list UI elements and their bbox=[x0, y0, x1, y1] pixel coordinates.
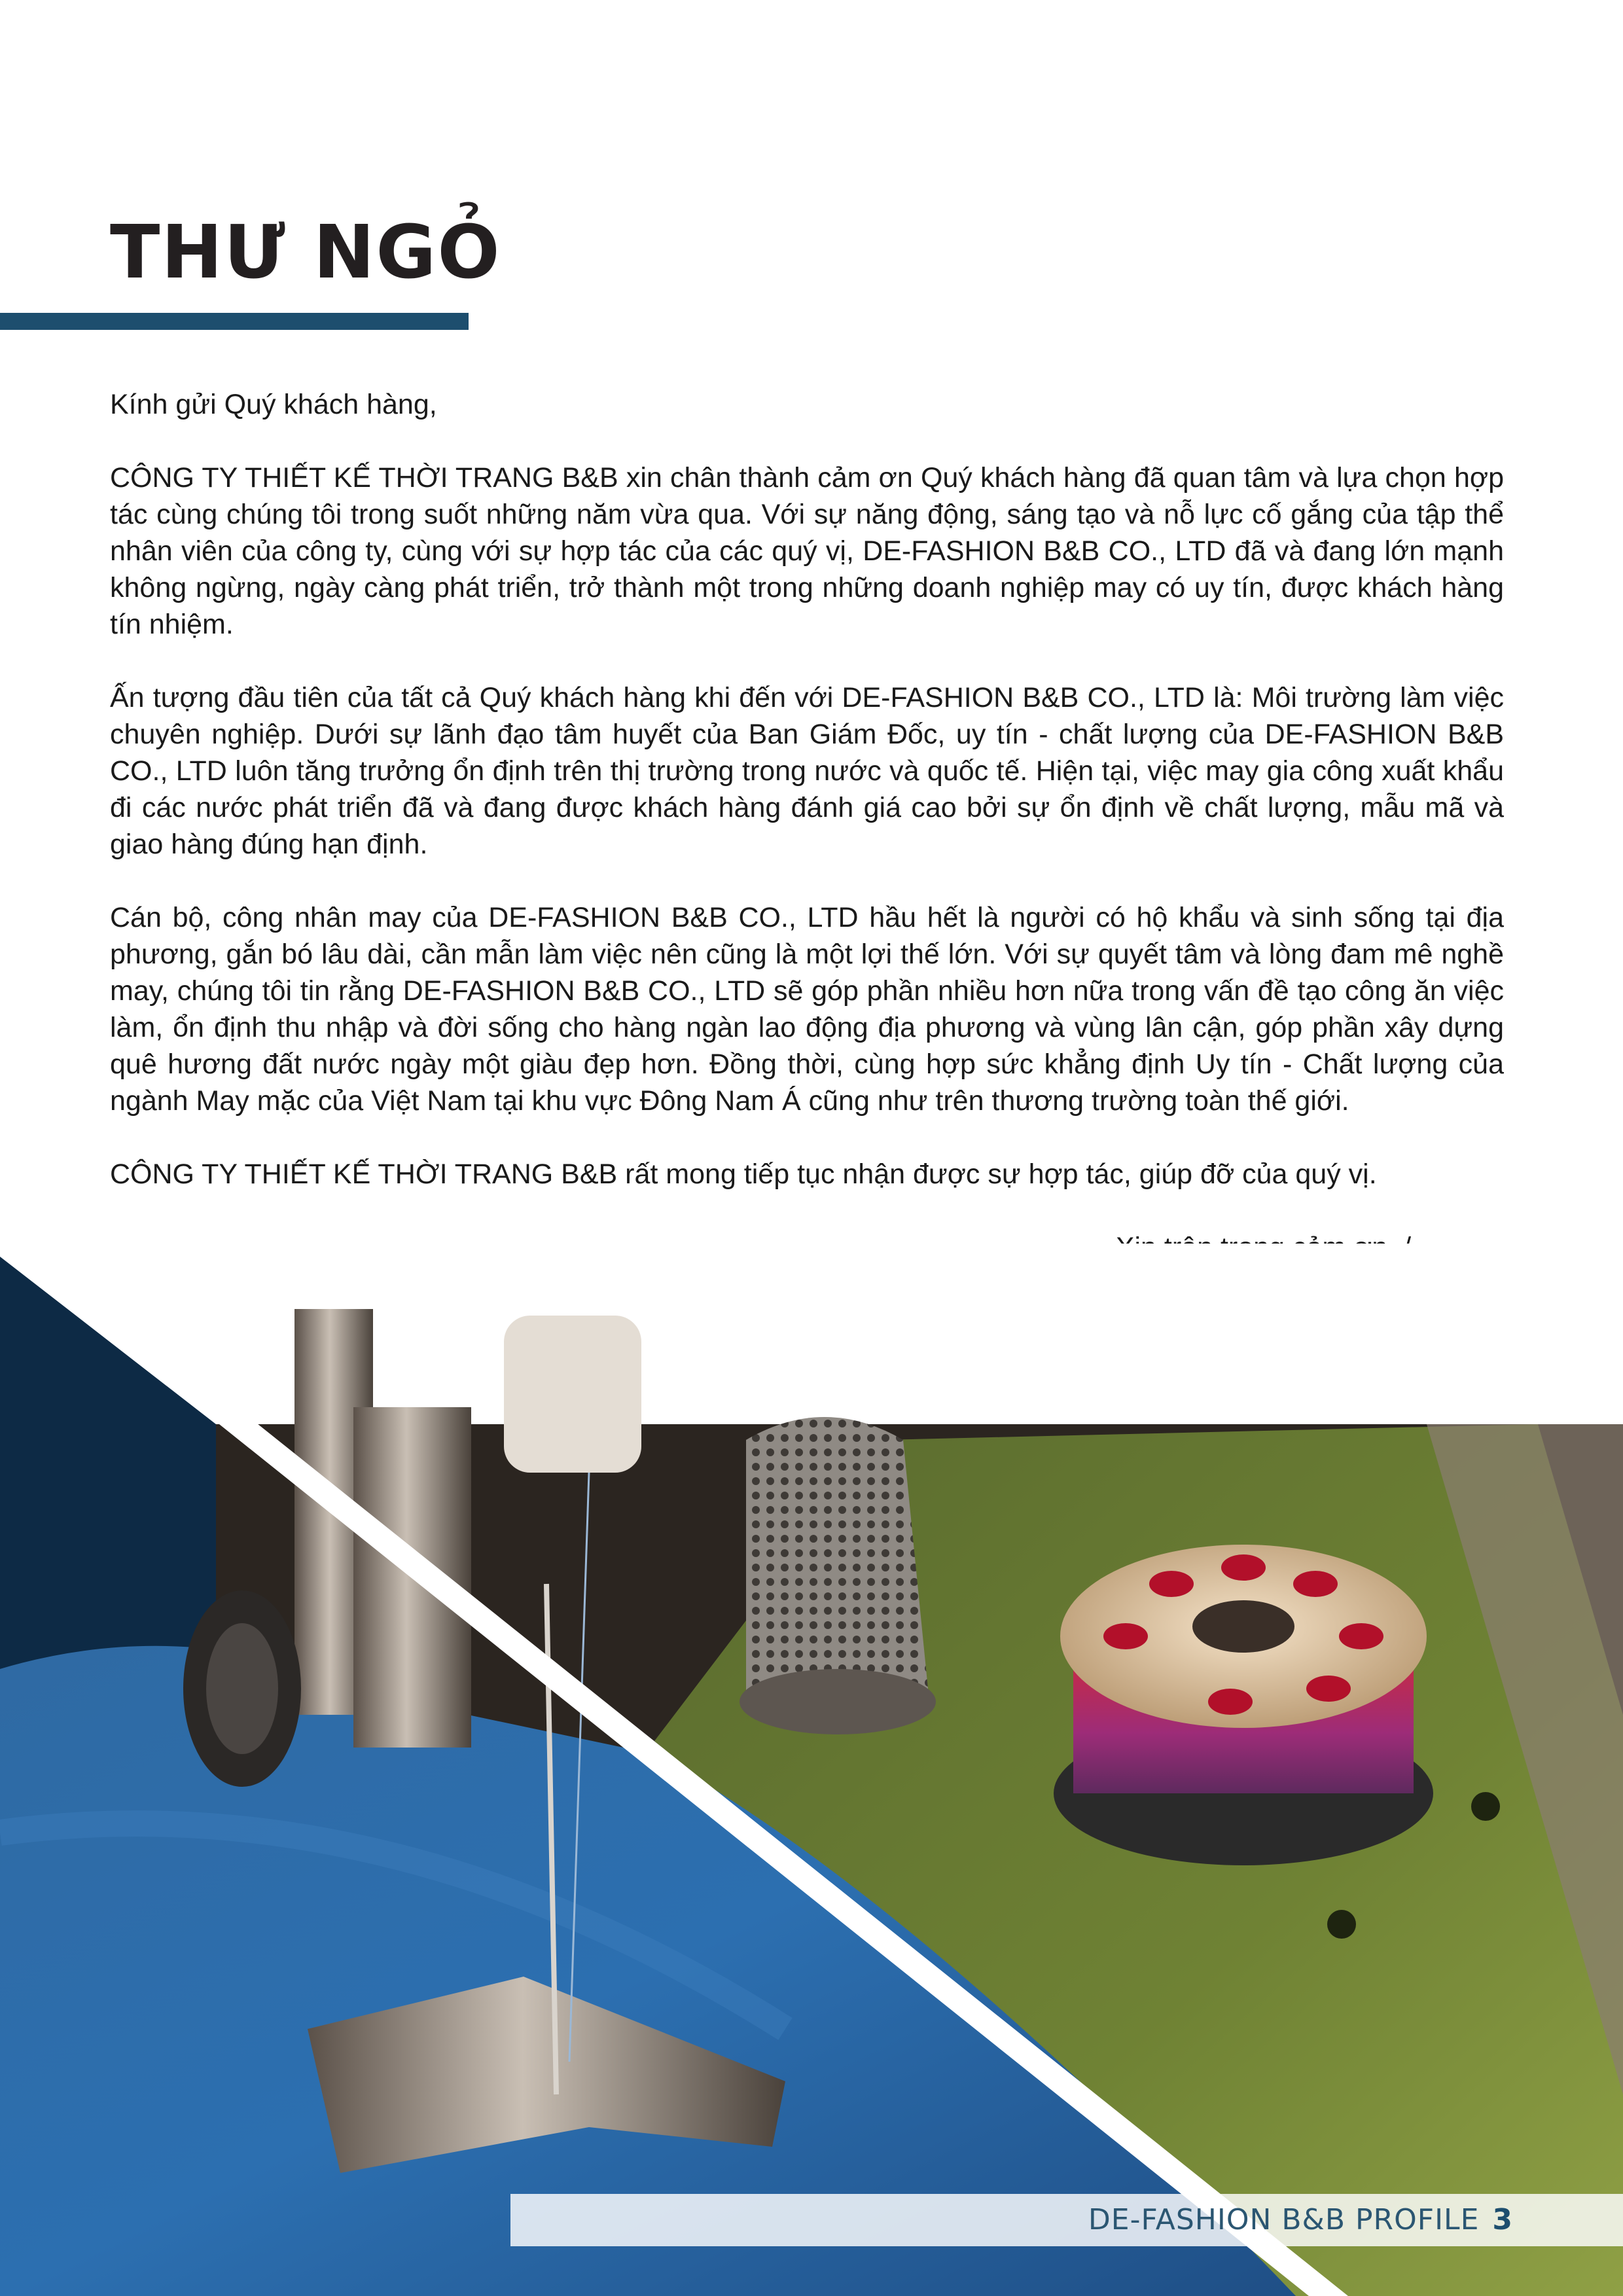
page-title: THƯ NGỎ bbox=[110, 210, 501, 295]
footer bbox=[1088, 2203, 1513, 2236]
footer-label: DE-FASHION B&B PROFILE bbox=[1088, 2203, 1480, 2236]
page-number: 3 bbox=[1492, 2203, 1513, 2236]
title-underline bbox=[0, 313, 469, 330]
paragraph-2: Ấn tượng đầu tiên của tất cả Quý khách hàng khi đến với DE-FASHION B&B CO., LTD là: Môi trường làm việc chuyên nghiệp. Dưới sự lãnh đạo tâm huyết của Ban Giám Đốc, uy tín - chất lượng của DE-FASHION B&B CO., LTD luôn tăng trưởng ổn định trên thị trường trong nước và quốc tế. Hiện tại, việc may gia công xuất khẩu đi các nước phát triển đã và đang được khách hàng đánh giá cao bởi sự ổn định về chất lượng, mẫu mã và giao hàng đúng hạn định. bbox=[110, 682, 1504, 860]
paragraph-1: CÔNG TY THIẾT KẾ THỜI TRANG B&B xin chân thành cảm ơn Quý khách hàng đã quan tâm và lựa chọn hợp tác cùng chúng tôi trong suốt những năm vừa qua. Với sự năng động, sáng tạo và nỗ lực cố gắng của tập thể nhân viên của công ty, cùng với sự hợp tác của các quý vị, DE-FASHION B&B CO., LTD đã và đang lớn mạnh không ngừng, ngày càng phát triển, trở thành một trong những doanh nghiệp may có uy tín, được khách hàng tín nhiệm. bbox=[110, 462, 1504, 640]
paragraph-3: Cán bộ, công nhân may của DE-FASHION B&B CO., LTD hầu hết là người có hộ khẩu và sinh sống tại địa phương, gắn bó lâu dài, cần mẫn làm việc nên cũng là một lợi thế lớn. Với sự quyết tâm và lòng đam mê nghề may, chúng tôi tin rằng DE-FASHION B&B CO., LTD sẽ góp phần nhiều hơn nữa trong vấn đề tạo công ăn việc làm, ổn định thu nhập và đời sống cho hàng ngàn lao động địa phương và vùng lân cận, góp phần xây dựng quê hương đất nước ngày một giàu đẹp hơn. Đồng thời, cùng hợp sức khẳng định Uy tín - Chất lượng của ngành May mặc của Việt Nam tại khu vực Đông Nam Á cũng như trên thương trường toàn thế giới. bbox=[110, 902, 1504, 1117]
letter-body bbox=[110, 386, 1504, 1302]
sewing-machine-photo bbox=[0, 1244, 1623, 2296]
salutation: Kính gửi Quý khách hàng, bbox=[110, 389, 437, 420]
paragraph-4: CÔNG TY THIẾT KẾ THỜI TRANG B&B rất mong tiếp tục nhận được sự hợp tác, giúp đỡ của quý vị. bbox=[110, 1158, 1377, 1190]
